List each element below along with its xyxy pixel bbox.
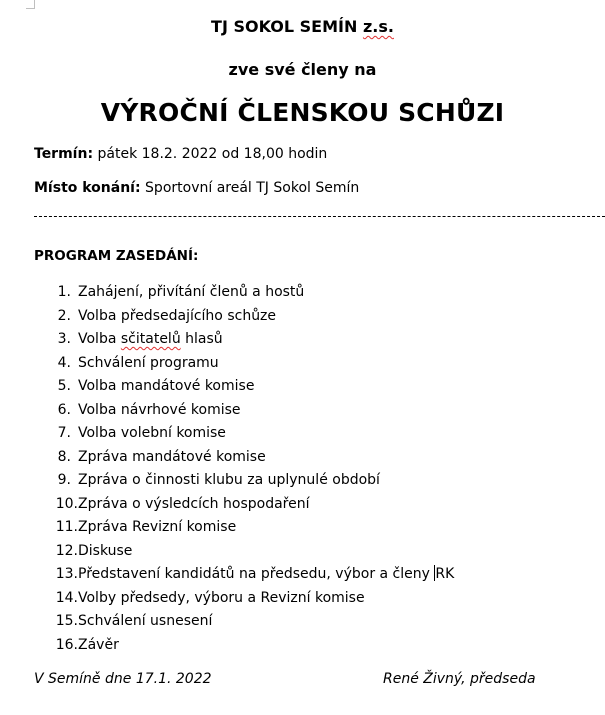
document-title: VÝROČNÍ ČLENSKOU SCHŮZI (100, 98, 505, 127)
agenda-item (0, 400, 454, 424)
agenda-item-text: Schválení programu (78, 354, 219, 371)
agenda-item-text (78, 329, 223, 349)
agenda-item (0, 329, 454, 353)
agenda-item (0, 306, 454, 330)
agenda-item-text: Diskuse (78, 542, 133, 559)
agenda-item-number: 6. (57, 401, 71, 418)
date-label: Termín: (34, 146, 94, 162)
date-value: pátek 18.2. 2022 od 18,00 hodin (93, 146, 328, 162)
agenda-item-text-part: RK (435, 566, 455, 582)
agenda-item-number: 15. (55, 613, 78, 629)
agenda-item-text: Zpráva Revizní komise (78, 519, 237, 535)
place-and-date: V Semíně dne 17.1. 2022 (34, 671, 212, 687)
agenda-item (0, 376, 454, 400)
invitation-line: zve své členy na (228, 60, 377, 79)
spellcheck-flagged-word: sčitatelů (120, 331, 181, 347)
dashed-divider (34, 216, 605, 217)
agenda-item-number: 3. (57, 331, 71, 347)
agenda-item-text: Volba mandátové komise (78, 378, 255, 394)
agenda-item-number: 14. (55, 589, 78, 606)
agenda-item-number: 12. (55, 542, 78, 559)
organization-name-main: TJ SOKOL SEMÍN (211, 17, 363, 36)
agenda-item-number: 7. (57, 425, 71, 441)
agenda-item-text: Schválení usnesení (78, 613, 213, 629)
agenda-item-number: 1. (57, 284, 71, 300)
agenda-item-text-part: Představení kandidátů na předsedu, výbor a členy (78, 566, 435, 582)
agenda-item-number: 10. (55, 495, 78, 512)
agenda-item (0, 494, 454, 518)
agenda-item (0, 541, 454, 565)
agenda-item (0, 282, 454, 306)
agenda-item-number: 8. (57, 448, 71, 465)
agenda-item-text: Zahájení, přivítání členů a hostů (78, 284, 305, 300)
agenda-item-text: Volba volební komise (78, 425, 226, 441)
date-line (34, 146, 327, 162)
program-heading: PROGRAM ZASEDÁNÍ: (34, 248, 199, 264)
agenda-item-number: 5. (57, 378, 71, 394)
agenda-list (0, 282, 454, 658)
agenda-item-text: Volba návrhové komise (78, 401, 241, 418)
venue-line (34, 180, 359, 196)
agenda-item (0, 635, 454, 659)
venue-value: Sportovní areál TJ Sokol Semín (140, 180, 360, 196)
agenda-item (0, 588, 454, 612)
agenda-item (0, 470, 454, 494)
agenda-item-text-part: Volba (78, 331, 121, 347)
agenda-item (0, 611, 454, 635)
agenda-item (0, 564, 454, 588)
agenda-item-text: Zpráva o činnosti klubu za uplynulé období (78, 472, 380, 488)
agenda-item-number: 16. (55, 636, 78, 653)
venue-label: Místo konání: (34, 180, 141, 196)
agenda-item-number: 9. (57, 472, 71, 488)
organization-name (0, 17, 605, 36)
agenda-item (0, 423, 454, 447)
organization-suffix: z.s. (362, 17, 394, 36)
agenda-item-text: Volba předsedajícího schůze (78, 307, 277, 324)
agenda-item (0, 517, 454, 541)
agenda-item-text: Zpráva o výsledcích hospodaření (78, 495, 310, 512)
agenda-item-number: 13. (55, 566, 78, 582)
agenda-item-text-part: hlasů (180, 331, 223, 347)
signature: René Živný, předseda (383, 671, 536, 687)
agenda-item-number: 4. (57, 354, 71, 371)
agenda-item-number: 2. (57, 307, 71, 324)
agenda-item-text: Volby předsedy, výboru a Revizní komise (78, 589, 365, 606)
agenda-item-text: Závěr (78, 636, 119, 653)
agenda-item-text (78, 564, 454, 584)
agenda-item-text: Zpráva mandátové komise (78, 448, 266, 465)
agenda-item-number: 11. (55, 519, 78, 535)
margin-corner-mark (26, 0, 35, 9)
agenda-item (0, 353, 454, 377)
agenda-item (0, 447, 454, 471)
